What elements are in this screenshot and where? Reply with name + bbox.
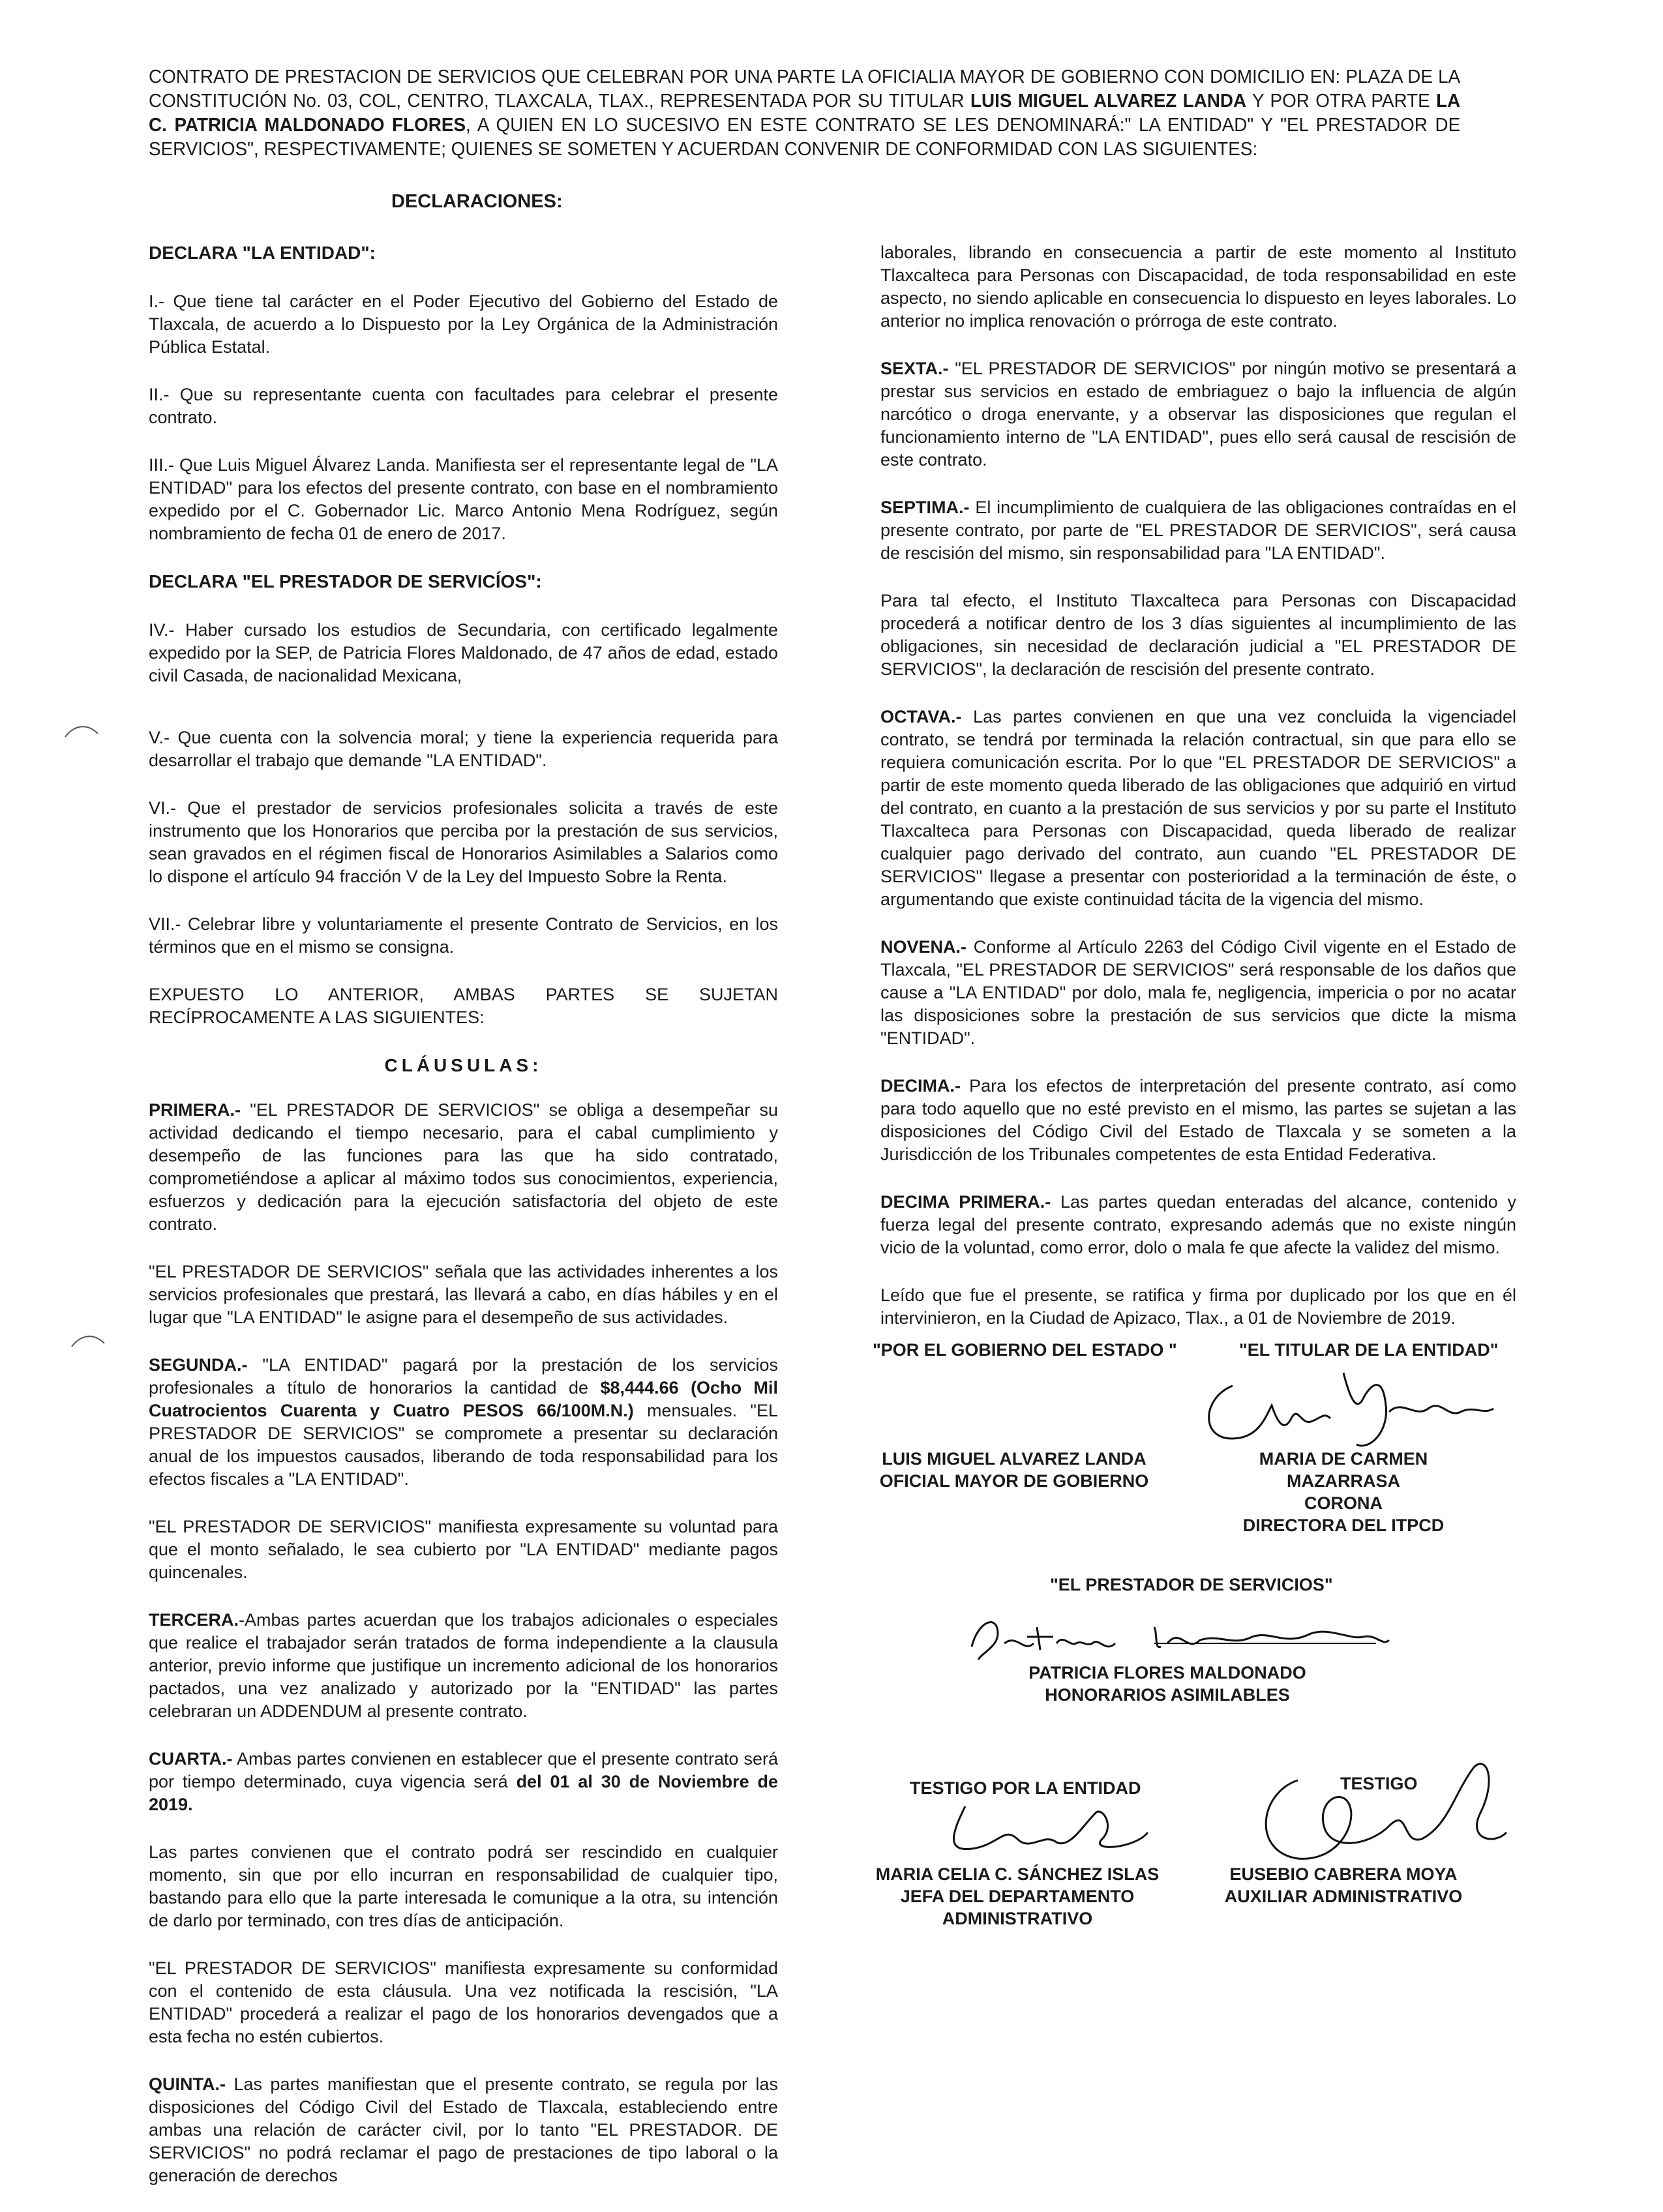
clausula-septima-title: SEPTIMA.- <box>880 498 970 517</box>
clausulas-heading: CLÁUSULAS: <box>384 1055 543 1075</box>
clausula-octava-text: Las partes convienen en que una vez concluida la vigenciadel contrato, se tendrá por terminada la relación contractual, sin que para ello se requiera comunicación escrita. Por lo que "EL PRESTADOR DE SERVICIOS" a partir de este momento queda liberado de las obligaciones que adquirió en virtud del contrato, en cuanto a la prestación de sus servicios y por su parte el Instituto Tlaxcalteca para Personas con Discapacidad, queda liberado de realizar cualquier pago derivado del contrato, aun cuando "EL PRESTADOR DE SERVICIOS" llegase a presentar con posterioridad a la terminación de éste, o argumentando que existe continuidad tácita de la vigencia del mismo. <box>880 707 1516 909</box>
intro-text-1: CONTRATO DE PRESTACION DE SERVICIOS QUE CELEBRAN POR UNA PARTE LA OFICIALIA MAYOR DE GOBIERNO CON DOMICILIO EN: PLAZA DE LA CONSTITUCIÓN No. 03, COL, CENTRO, TLAXCALA, TLAX., REPRESENTADA POR SU TITULAR <box>149 67 1461 112</box>
clausula-quinta-title: QUINTA.- <box>149 2074 226 2094</box>
gobierno-label: "POR EL GOBIERNO DEL ESTADO " <box>873 1340 1177 1360</box>
clausula-septima <box>880 496 1516 565</box>
clausula-tercera-text: -Ambas partes acuerdan que los trabajos adicionales o especiales que realice el trabajador serán tratados de forma independiente a la clausula anterior, previo informe que justifique un incremento adicional de los honorarios pactados, una vez analizado y autorizado por la "ENTIDAD" las partes celebraran un ADDENDUM al presente contrato. <box>149 1610 778 1721</box>
testigo1-signature <box>939 1787 1161 1865</box>
clausula-segunda <box>149 1354 778 1491</box>
leido-paragraph: Leído que fue el presente, se ratifica y firma por duplicado por los que en él intervinieron, en la Ciudad de Apizaco, Tlax., a 01 de Noviembre de 2019. <box>880 1285 1516 1328</box>
testigo1-title-1: JEFA DEL DEPARTAMENTO <box>900 1887 1135 1906</box>
testigo2-name: EUSEBIO CABRERA MOYA <box>1229 1864 1458 1884</box>
prestador-title: HONORARIOS ASIMILABLES <box>1045 1685 1290 1705</box>
clausula-novena <box>880 936 1516 1050</box>
clausula-primera-text: "EL PRESTADOR DE SERVICIOS" se obliga a desempeñar su actividad dedicando el tiempo necesario, para el cabal cumplimiento y desempeño de las funciones para las que ha sido contratado, comprometiéndose a aplicar al máximo todos sus conocimientos, experiencia, esfuerzos y dedicación para la ejecución satisfactoria del objeto de este contrato. <box>149 1100 778 1234</box>
titular-signature-block <box>1206 1448 1480 1536</box>
contract-intro <box>149 65 1460 162</box>
titular-label: "EL TITULAR DE LA ENTIDAD" <box>1239 1340 1499 1360</box>
clausula-decima-primera-text: Las partes quedan enteradas del alcance, contenido y fuerza legal del presente contrato, expresando además que no existe ningún vicio de la voluntad, como error, dolo o mala fe que afecte la validez del mismo. <box>880 1192 1517 1257</box>
clausula-primera-title: PRIMERA.- <box>149 1100 241 1120</box>
clausula-segunda-amount: $8,444.66 (Ocho Mil Cuatrocientos Cuarenta y Cuatro PESOS 66/100M.N.) <box>149 1378 779 1420</box>
testigo1-signature-block <box>867 1863 1167 1930</box>
hole-punch-mark-bottom <box>68 1330 108 1350</box>
clausula-cuarta-d: "EL PRESTADOR DE SERVICIOS" manifiesta expresamente su conformidad con el contenido de esta cláusula. Una vez notificada la rescisión, "LA ENTIDAD" procederá a realizar el pago de los honorarios devengados que a esta fecha no estén cubiertos. <box>149 1958 778 2046</box>
testigo2-title: AUXILIAR ADMINISTRATIVO <box>1224 1887 1463 1906</box>
titular-title: DIRECTORA DEL ITPCD <box>1242 1516 1445 1535</box>
clausula-quinta-cont: laborales, librando en consecuencia a partir de este momento al Instituto Tlaxcalteca para Personas con Discapacidad, de toda responsabilidad en este aspecto, no siendo aplicable en consecuencia lo dispuesto en leyes laborales. Lo anterior no implica renovación o prórroga de este contrato. <box>880 243 1516 331</box>
clausula-segunda-text-1: "LA ENTIDAD" pagará por la prestación de los servicios profesionales a título de honorarios la cantidad de <box>149 1355 778 1397</box>
declaracion-ii: II.- Que su representante cuenta con facultades para celebrar el presente contrato. <box>149 385 778 427</box>
clausula-segunda-c: "EL PRESTADOR DE SERVICIOS" manifiesta expresamente su voluntad para que el monto señalado, le sea cubierto por "LA ENTIDAD" mediante pagos quincenales. <box>149 1517 778 1582</box>
clausula-septima-text: El incumplimiento de cualquiera de las obligaciones contraídas en el presente contrato, por parte de "EL PRESTADOR DE SERVICIOS", será causa de rescisión del mismo, sin responsabilidad para "LA ENTIDAD". <box>880 498 1516 563</box>
declaracion-v: V.- Que cuenta con la solvencia moral; y tiene la experiencia requerida para desarrollar el trabajo que demande "LA ENTIDAD". <box>149 728 778 770</box>
clausula-quinta-text: Las partes manifiestan que el presente contrato, se regula por las disposiciones del Código Civil del Estado de Tlaxcala, estableciendo entre ambas una relación de carácter civil, por lo tanto "EL PRESTADOR. DE SERVICIOS" no podrá reclamar el pago de prestaciones de tipo laboral o la generación de derechos <box>149 2074 778 2185</box>
clausula-primera-b: "EL PRESTADOR DE SERVICIOS" señala que las actividades inherentes a los servicios profesionales que prestará, las llevará a cabo, en días hábiles y en el lugar que "LA ENTIDAD" le asigne para el desempeño de sus actividades. <box>149 1262 778 1327</box>
titular-signature <box>1187 1360 1500 1457</box>
declaracion-iv: IV.- Haber cursado los estudios de Secundaria, con certificado legalmente expedido por la SEP, de Patricia Flores Maldonado, de 47 años de edad, estado civil Casada, de nacionalidad Mexicana, <box>149 620 778 685</box>
gob-name: LUIS MIGUEL ALVAREZ LANDA <box>882 1449 1146 1469</box>
testigo-label: TESTIGO <box>1340 1774 1418 1793</box>
clausula-cuarta-dates: del 01 al 30 de Noviembre de 2019. <box>149 1772 778 1814</box>
titular-name-1: MARIA DE CARMEN MAZARRASA <box>1259 1449 1428 1491</box>
clausula-octava <box>880 706 1516 911</box>
clausula-decima-primera <box>880 1191 1516 1259</box>
gobierno-signature-block <box>877 1448 1151 1492</box>
intro-bold-name-1: LUIS MIGUEL ALVAREZ LANDA <box>970 91 1247 112</box>
hole-punch-mark-top <box>62 721 101 740</box>
declaracion-vii: VII.- Celebrar libre y voluntariamente el presente Contrato de Servicios, en los términos que en el mismo se consigna. <box>149 914 778 957</box>
clausula-sexta-title: SEXTA.- <box>880 359 949 378</box>
clausula-cuarta <box>149 1748 778 1816</box>
clausula-novena-text: Conforme al Artículo 2263 del Código Civil vigente en el Estado de Tlaxcala, "EL PRESTADOR DE SERVICIOS" será responsable de los daños que cause a "LA ENTIDAD" por dolo, mala fe, negligencia, impericia o por no acatar las disposiciones sobre la prestación de sus servicios que dicte la misma "ENTIDAD". <box>880 937 1516 1048</box>
clausula-novena-title: NOVENA.- <box>880 937 967 957</box>
clausula-octava-title: OCTAVA.- <box>880 707 962 726</box>
clausula-segunda-title: SEGUNDA.- <box>149 1355 248 1375</box>
intro-bold-name-2: LA C. PATRICIA MALDONADO FLORES <box>149 91 1461 136</box>
clausula-septima-b: Para tal efecto, el Instituto Tlaxcalteca para Personas con Discapacidad procederá a notificar dentro de los 3 días siguientes al incumplimiento de las obligaciones, sin necesidad de declaración judicial a "EL PRESTADOR DE SERVICIOS", la declaración de rescisión del presente contrato. <box>880 591 1516 679</box>
right-column <box>880 241 1516 1354</box>
intro-text-2: Y POR OTRA PARTE <box>1246 91 1437 112</box>
gob-title: OFICIAL MAYOR DE GOBIERNO <box>879 1471 1149 1491</box>
declaracion-i: I.- Que tiene tal carácter en el Poder Ejecutivo del Gobierno del Estado de Tlaxcala, de acuerdo a lo Dispuesto por la Ley Orgánica de la Administración Pública Estatal. <box>149 291 778 357</box>
declaraciones-heading: DECLARACIONES: <box>391 191 563 212</box>
declaracion-vi: VI.- Que el prestador de servicios profesionales solicita a través de este instrumento que los Honorarios que perciba por la prestación de sus servicios, sean gravados en el régimen fiscal de Honorarios Asimilables a Salarios como lo dispone el artículo 94 fracción V de la Ley del Impuesto Sobre la Renta. <box>149 798 778 886</box>
declara-entidad-heading: DECLARA "LA ENTIDAD": <box>149 243 376 263</box>
clausula-decima-title: DECIMA.- <box>880 1076 961 1096</box>
clausula-decima <box>880 1075 1516 1166</box>
clausula-tercera <box>149 1609 778 1723</box>
clausula-quinta <box>149 2073 778 2187</box>
clausula-segunda-text-2: mensuales. "EL PRESTADOR DE SERVICIOS" se compromete a presentar su declaración anual de los impuestos causados, liberando de toda responsabilidad para los efectos fiscales a "LA ENTIDAD". <box>149 1401 778 1489</box>
testigo-entidad-label: TESTIGO POR LA ENTIDAD <box>910 1778 1141 1798</box>
clausula-cuarta-text: Ambas partes convienen en establecer que el presente contrato será por tiempo determinado, cuya vigencia será <box>149 1749 778 1791</box>
intro-text-3: , A QUIEN EN LO SUCESIVO EN ESTE CONTRATO SE LES DENOMINARÁ:" LA ENTIDAD" Y "EL PRESTADOR DE SERVICIOS", RESPECTIVAMENTE; QUIENES SE SOMETEN Y ACUERDAN CONVENIR DE CONFORMIDAD CON LAS SIGUIENTES: <box>149 115 1461 160</box>
clausula-cuarta-title: CUARTA.- <box>149 1749 233 1769</box>
left-column <box>149 241 778 2212</box>
prestador-label: "EL PRESTADOR DE SERVICIOS" <box>1050 1575 1333 1594</box>
testigo1-title-2: ADMINISTRATIVO <box>942 1909 1093 1928</box>
clausula-cuarta-c: Las partes convienen que el contrato podrá ser rescindido en cualquier momento, sin que por ello incurran en responsabilidad de cualquier tipo, bastando para ello que la parte interesada le comunique a la otra, su intención de darlo por terminado, con tres días de anticipación. <box>149 1842 778 1930</box>
prestador-signature-block <box>1017 1662 1317 1706</box>
clausula-decima-primera-title: DECIMA PRIMERA.- <box>880 1192 1051 1212</box>
clausula-sexta <box>880 357 1516 471</box>
prestador-signature <box>959 1607 1402 1666</box>
testigo2-signature-block <box>1206 1863 1480 1907</box>
clausula-sexta-text: "EL PRESTADOR DE SERVICIOS" por ningún motivo se presentará a prestar sus servicios en estado de embriaguez o bajo la influencia de algún narcótico o droga enervante, y a observar las disposiciones que regulan el funcionamiento interno de "LA ENTIDAD", pues ello será causal de rescisión de este contrato. <box>880 359 1516 470</box>
declara-prestador-heading: DECLARA "EL PRESTADOR DE SERVICÍOS": <box>149 571 542 591</box>
prestador-name: PATRICIA FLORES MALDONADO <box>1028 1663 1306 1682</box>
clausula-decima-text: Para los efectos de interpretación del presente contrato, así como para todo aquello que no esté previsto en el mismo, las partes se sujetan a las disposiciones del Código Civil del Estado de Tlaxcala y se someten a la Jurisdicción de los Tribunales competentes de esta Entidad Federativa. <box>880 1076 1516 1164</box>
testigo1-name: MARIA CELIA C. SÁNCHEZ ISLAS <box>875 1864 1160 1884</box>
clausula-primera <box>149 1099 778 1236</box>
expuesto-paragraph: EXPUESTO LO ANTERIOR, AMBAS PARTES SE SUJETAN RECÍPROCAMENTE A LAS SIGUIENTES: <box>149 985 778 1027</box>
testigo2-signature <box>1239 1754 1513 1878</box>
declaracion-iii: III.- Que Luis Miguel Álvarez Landa. Manifiesta ser el representante legal de "LA ENTIDAD" para los efectos del presente contrato, con base en el nombramiento expedido por el C. Gobernador Lic. Marco Antonio Mena Rodríguez, según nombramiento de fecha 01 de enero de 2017. <box>149 455 778 543</box>
clausula-tercera-title: TERCERA. <box>149 1610 239 1630</box>
titular-name-2: CORONA <box>1304 1493 1383 1513</box>
